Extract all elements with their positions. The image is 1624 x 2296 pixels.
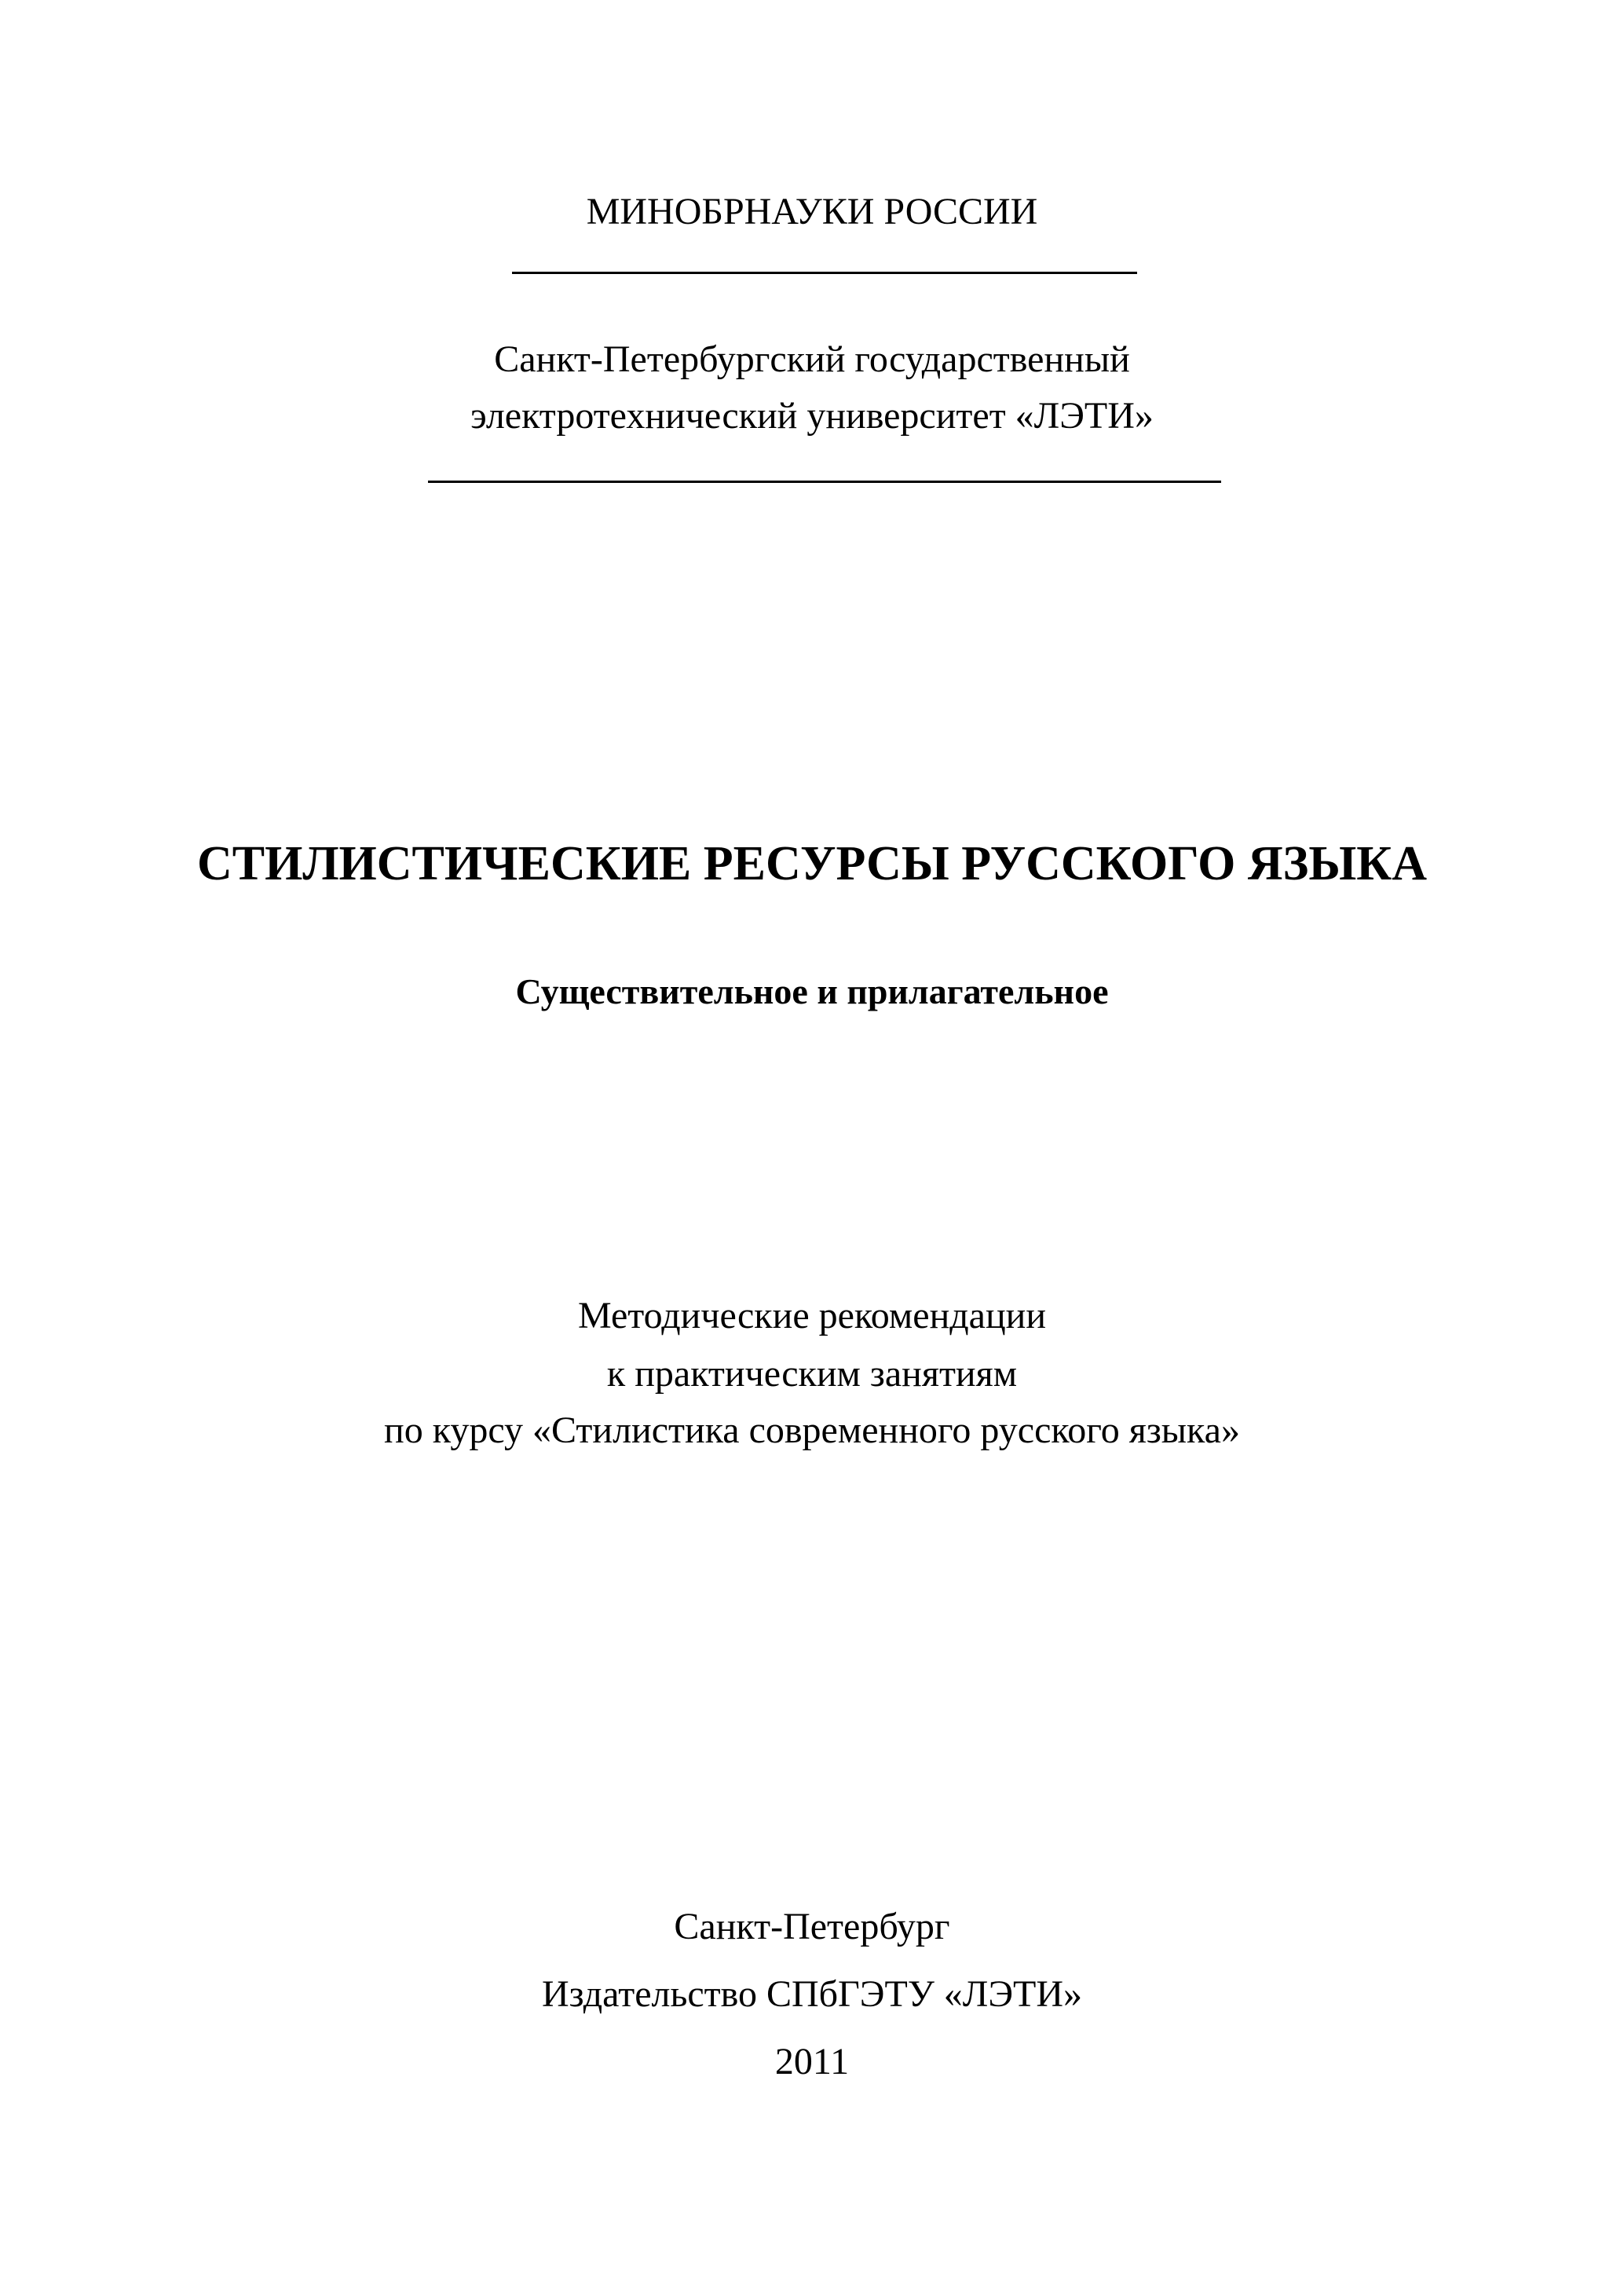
description-line1: Методические рекомендации bbox=[577, 1295, 1047, 1336]
document-title: СТИЛИСТИЧЕСКИЕ РЕСУРСЫ РУССКОГО ЯЗЫКА bbox=[196, 837, 1427, 890]
university-divider bbox=[428, 481, 1221, 483]
description-line2: к практическим занятиям bbox=[606, 1353, 1018, 1395]
university-name-line1: Санкт-Петербургский государственный bbox=[494, 338, 1130, 380]
document-subtitle: Существительное и прилагательное bbox=[515, 971, 1109, 1011]
university-name-line2: электротехнический университет «ЛЭТИ» bbox=[470, 395, 1154, 437]
ministry-name: МИНОБРНАУКИ РОССИИ bbox=[586, 191, 1038, 232]
imprint-city: Санкт-Петербург bbox=[674, 1906, 950, 1947]
imprint-publisher: Издательство СПбГЭТУ «ЛЭТИ» bbox=[541, 1973, 1083, 2015]
ministry-divider bbox=[512, 272, 1137, 274]
description-line3: по курсу «Стилистика современного русского языка» bbox=[384, 1409, 1240, 1451]
imprint-year: 2011 bbox=[774, 2041, 850, 2082]
